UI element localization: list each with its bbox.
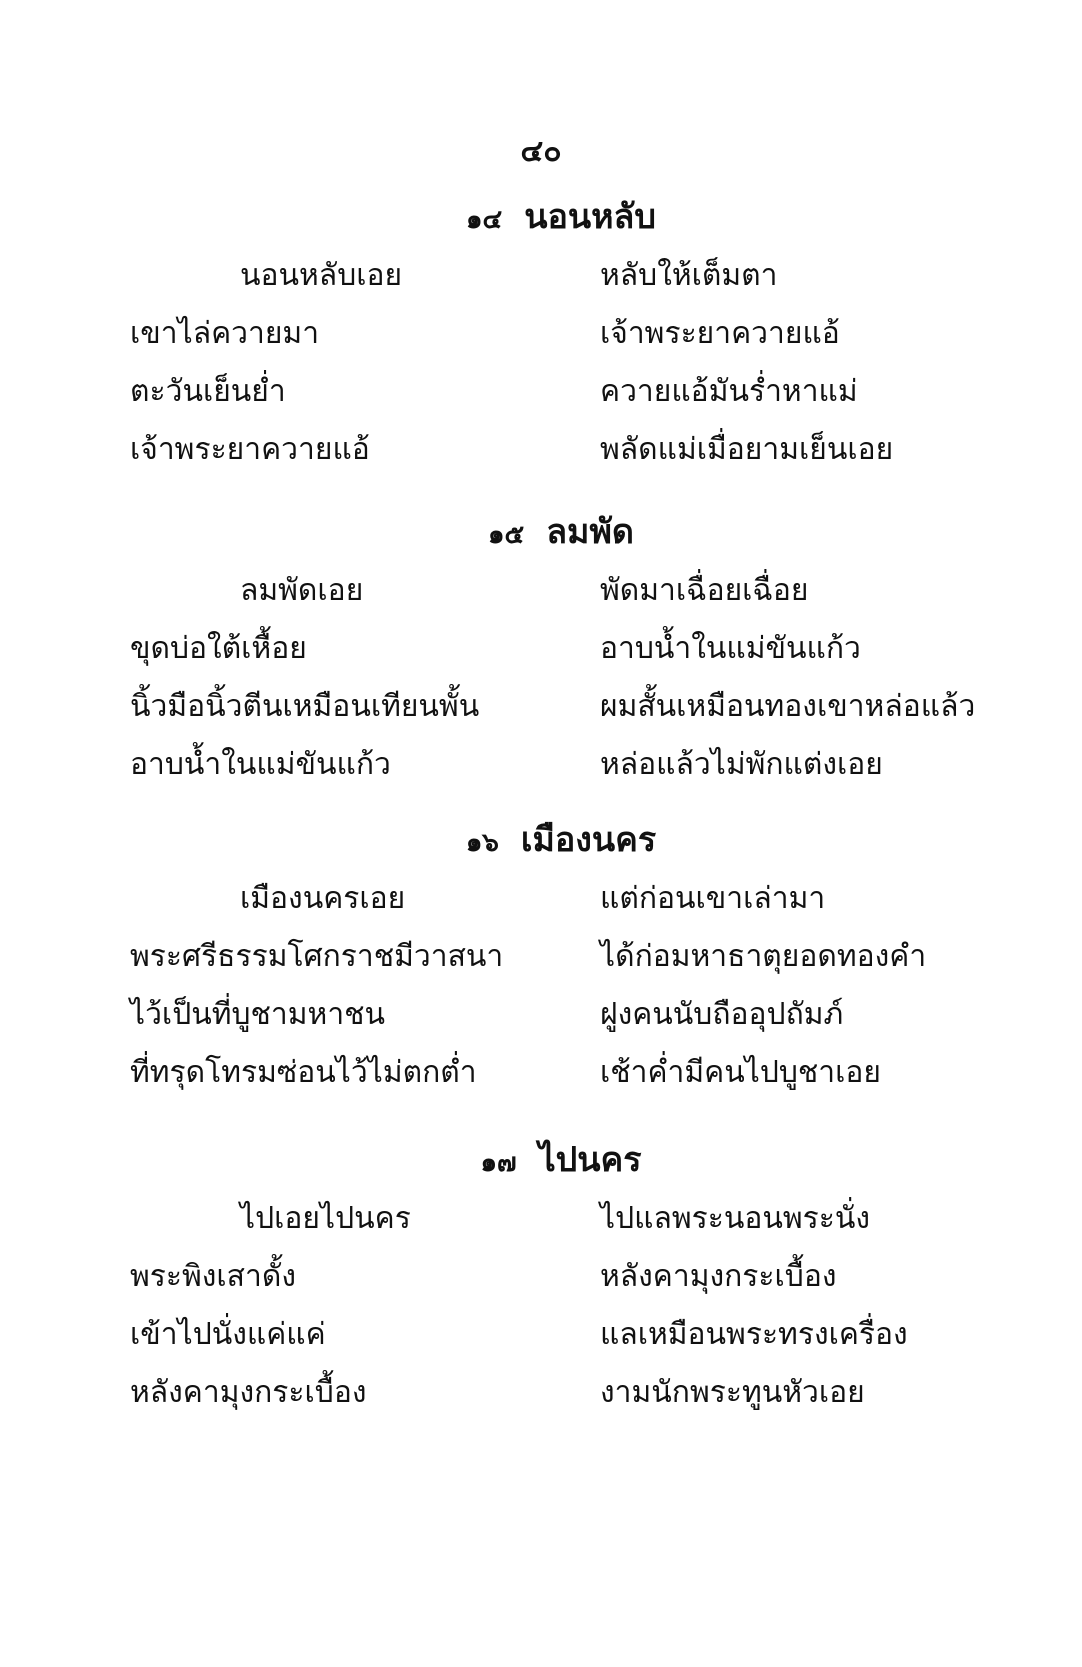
verse-line <box>0 678 1082 736</box>
verse-right: พัดมาเฉื่อยเฉื่อย <box>600 573 809 608</box>
page-number: ๔๐ <box>520 134 562 169</box>
verse-right: เจ้าพระยาควายแอ้ <box>600 316 840 351</box>
section-title <box>0 810 1082 870</box>
verse-line <box>0 363 1082 421</box>
verse-line <box>0 1044 1082 1102</box>
section-title-text: ไปนคร <box>538 1140 642 1180</box>
section-title <box>0 502 1082 562</box>
verse-left: พระพิงเสาดั้ง <box>130 1259 296 1294</box>
section-title <box>0 187 1082 247</box>
section-number: ๑๖ <box>465 828 499 858</box>
verse-left: ไว้เป็นที่บูชามหาชน <box>130 997 386 1032</box>
verse-left: เขาไล่ควายมา <box>130 316 320 351</box>
verse-line <box>0 305 1082 363</box>
poem-section <box>0 502 1082 794</box>
verse-left: นิ้วมือนิ้วตีนเหมือนเทียนพั้น <box>130 689 480 724</box>
verse-right: เช้าค่ำมีคนไปบูชาเอย <box>600 1055 881 1090</box>
section-number: ๑๔ <box>466 205 503 235</box>
section-number: ๑๕ <box>488 520 525 550</box>
verse-right: ควายแอ้มันร่ำหาแม่ <box>600 374 858 409</box>
section-title-text: เมืองนคร <box>520 820 657 860</box>
verse-left: ขุดบ่อใต้เหื้อย <box>130 631 307 666</box>
verse-line <box>0 928 1082 986</box>
section-title-text: นอนหลับ <box>524 197 656 237</box>
verse-right: พลัดแม่เมื่อยามเย็นเอย <box>600 432 894 467</box>
verse-line <box>0 620 1082 678</box>
section-number: ๑๗ <box>480 1148 517 1178</box>
verse-line <box>0 986 1082 1044</box>
verse-left: ลมพัดเอย <box>240 573 364 608</box>
verse-left: นอนหลับเอย <box>240 258 403 293</box>
poem-section <box>0 1130 1082 1422</box>
verse-line <box>0 1306 1082 1364</box>
poem-section <box>0 810 1082 1102</box>
verse-left: ที่ทรุดโทรมซ่อนไว้ไม่ตกต่ำ <box>130 1055 477 1090</box>
verse-line <box>0 1190 1082 1248</box>
verse-right: แลเหมือนพระทรงเครื่อง <box>600 1317 908 1352</box>
verse-line <box>0 562 1082 620</box>
verse-line <box>0 1364 1082 1422</box>
verse-line <box>0 736 1082 794</box>
verse-right: ไปแลพระนอนพระนั่ง <box>600 1201 871 1236</box>
verse-right: ได้ก่อมหาธาตุยอดทองคำ <box>600 939 927 974</box>
verse-line <box>0 870 1082 928</box>
verse-line <box>0 1248 1082 1306</box>
verse-left: ไปเอยไปนคร <box>240 1201 411 1236</box>
verse-left: หลังคามุงกระเบื้อง <box>130 1375 367 1410</box>
verse-left: เมืองนครเอย <box>240 881 406 916</box>
verse-left: เข้าไปนั่งแค่แค่ <box>130 1317 326 1352</box>
verse-right: ฝูงคนนับถืออุปถัมภ์ <box>600 997 844 1032</box>
verse-right: หลังคามุงกระเบื้อง <box>600 1259 837 1294</box>
verse-right: แต่ก่อนเขาเล่ามา <box>600 881 826 916</box>
verse-right: งามนักพระทูนหัวเอย <box>600 1375 865 1410</box>
verse-right: อาบน้ำในแม่ขันแก้ว <box>600 631 861 666</box>
verse-left: เจ้าพระยาควายแอ้ <box>130 432 370 467</box>
poem-section <box>0 187 1082 479</box>
verse-left: อาบน้ำในแม่ขันแก้ว <box>130 747 391 782</box>
verse-left: ตะวันเย็นย่ำ <box>130 374 286 409</box>
verse-right: หล่อแล้วไม่พักแต่งเอย <box>600 747 883 782</box>
section-title-text: ลมพัด <box>546 512 634 552</box>
verse-left: พระศรีธรรมโศกราชมีวาสนา <box>130 939 504 974</box>
verse-line <box>0 421 1082 479</box>
verse-right: หลับให้เต็มตา <box>600 258 778 293</box>
section-title <box>0 1130 1082 1190</box>
verse-right: ผมสั้นเหมือนทองเขาหล่อแล้ว <box>600 689 976 724</box>
verse-line <box>0 247 1082 305</box>
